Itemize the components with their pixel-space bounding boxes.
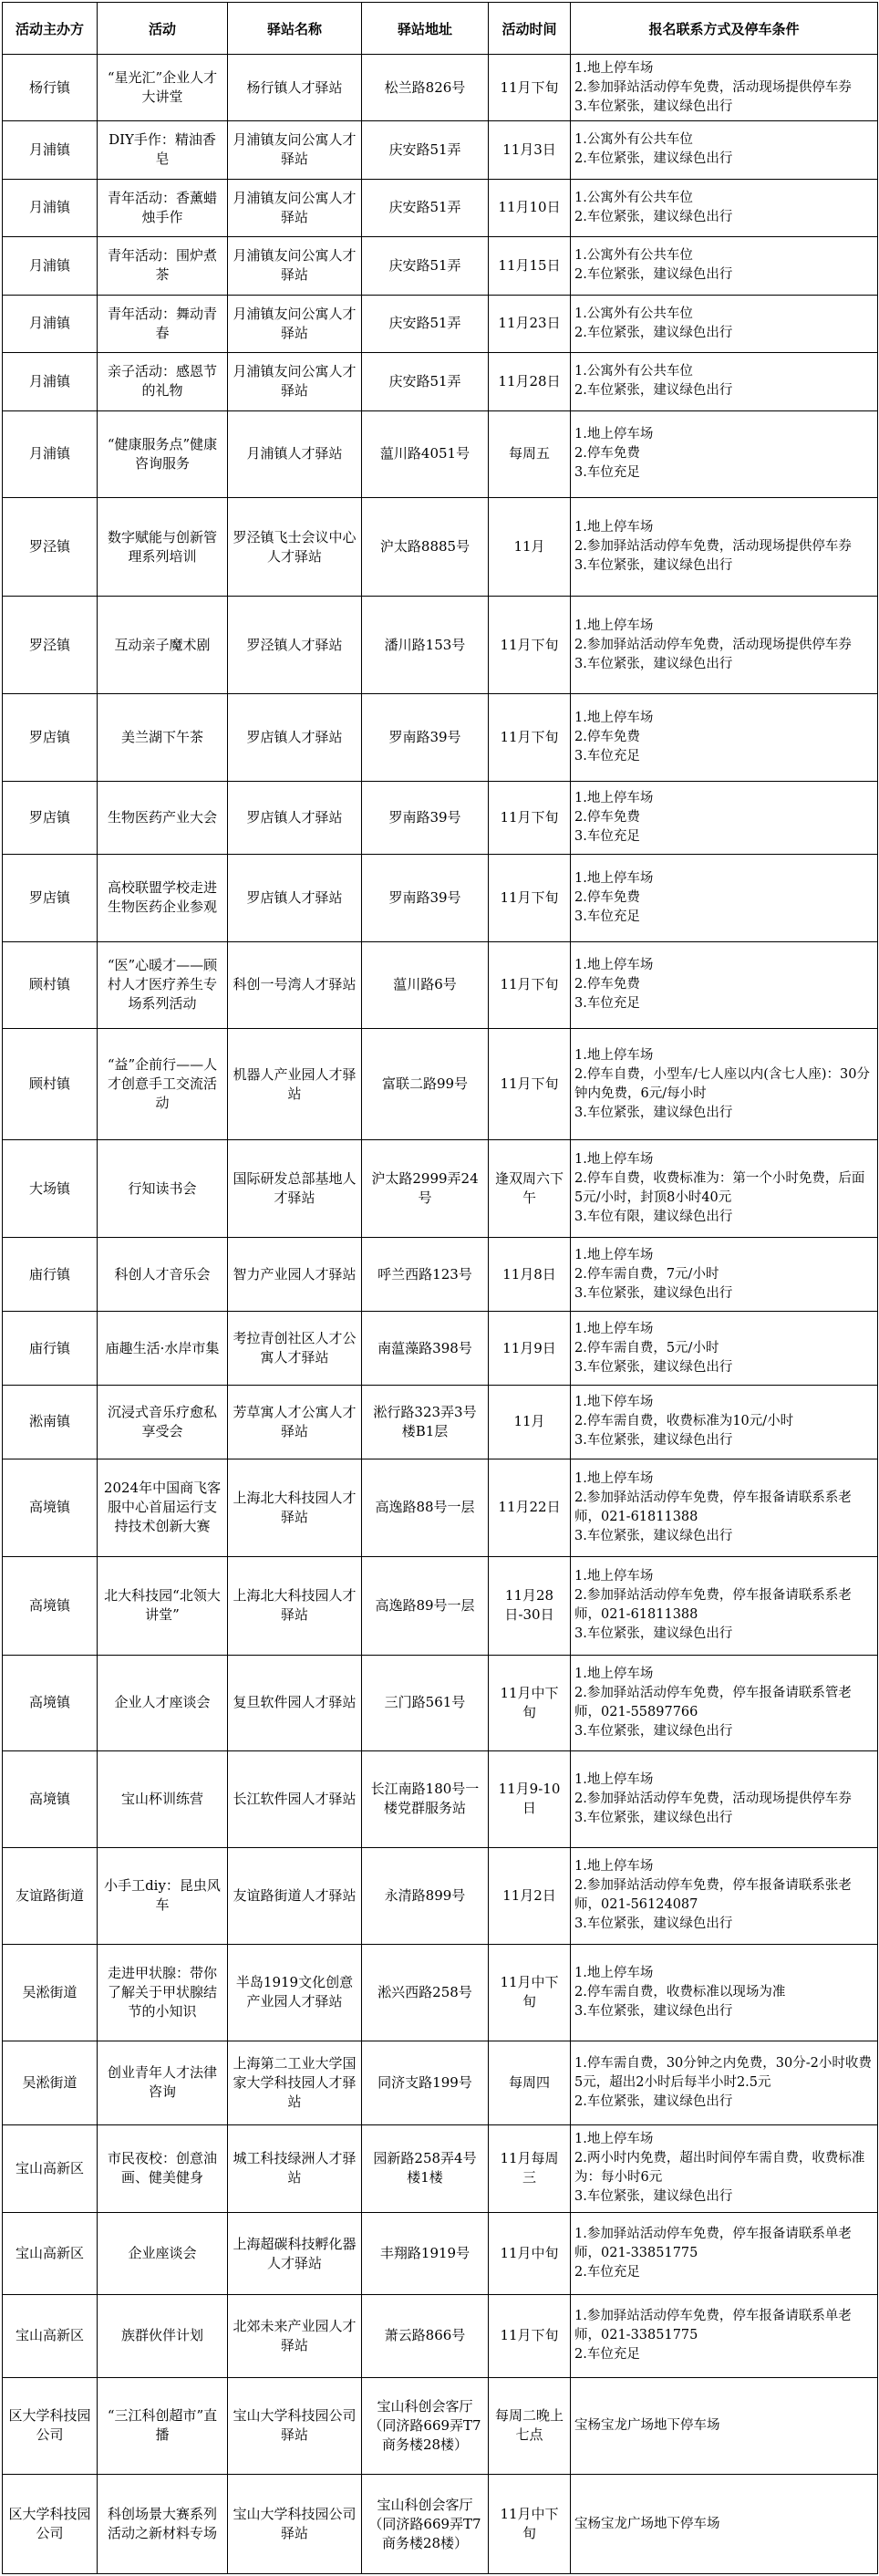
activity-cell: “健康服务点”健康咨询服务 [98,410,228,498]
activity-cell: 数字赋能与创新管理系列培训 [98,498,228,597]
signup-parking-cell: 1.地上停车场 2.参加驿站活动停车免费，停车报备请联系系老师，021-61811388 3.车位紧张，建议绿色出行 [571,1459,878,1557]
time-cell: 每周五 [489,410,571,498]
organizer-cell: 高境镇 [3,1459,98,1557]
station-name-cell: 友谊路街道人才驿站 [228,1847,362,1945]
table-row [3,1459,878,1557]
signup-parking-cell: 1.地上停车场 2.参加驿站活动停车免费，停车报备请联系管老师，021-55897766 3.车位紧张，建议绿色出行 [571,1655,878,1750]
activity-cell: 北大科技园“北领大讲堂” [98,1557,228,1656]
address-cell: 庆安路51弄 [362,237,489,295]
station-name-cell: 罗店镇人才驿站 [228,694,362,782]
table-row [3,1139,878,1238]
time-cell: 11月15日 [489,237,571,295]
time-cell: 11月23日 [489,295,571,352]
table-row [3,1655,878,1750]
time-cell: 11月中旬 [489,2212,571,2294]
address-cell: 宝山科创会客厅（同济路669弄T7商务楼28楼） [362,2475,489,2574]
activity-cell: 族群伙伴计划 [98,2295,228,2377]
header-activity-time: 活动时间 [489,3,571,55]
time-cell: 11月中下旬 [489,1945,571,2041]
organizer-cell: 月浦镇 [3,237,98,295]
table-row [3,1847,878,1945]
organizer-cell: 庙行镇 [3,1238,98,1312]
time-cell: 11月下旬 [489,854,571,941]
activity-cell: 亲子活动：感恩节的礼物 [98,353,228,410]
activity-cell: 企业人才座谈会 [98,1655,228,1750]
time-cell: 每周二晚上七点 [489,2377,571,2475]
station-name-cell: 月浦镇友问公寓人才驿站 [228,353,362,410]
activity-cell: “医”心暖才——顾村人才医疗养生专场系列活动 [98,941,228,1029]
station-name-cell: 北郊未来产业园人才驿站 [228,2295,362,2377]
activity-cell: “益”企前行——人才创意手工交流活动 [98,1029,228,1140]
table-row [3,1238,878,1312]
table-body [3,55,878,2574]
organizer-cell: 庙行镇 [3,1312,98,1386]
table-row [3,2475,878,2574]
table-row [3,237,878,295]
organizer-cell: 月浦镇 [3,179,98,236]
time-cell: 11月每周三 [489,2125,571,2213]
table-row [3,1312,878,1386]
time-cell: 11月下旬 [489,1029,571,1140]
organizer-cell: 吴淞街道 [3,2041,98,2125]
address-cell: 高逸路88号一层 [362,1459,489,1557]
organizer-cell: 罗店镇 [3,694,98,782]
station-name-cell: 宝山大学科技园公司驿站 [228,2475,362,2574]
address-cell: 高逸路89号一层 [362,1557,489,1656]
address-cell: 蕰川路4051号 [362,410,489,498]
time-cell: 11月中下旬 [489,1655,571,1750]
address-cell: 萧云路866号 [362,2295,489,2377]
activity-cell: 互动亲子魔术剧 [98,596,228,694]
station-name-cell: 智力产业园人才驿站 [228,1238,362,1312]
table-row [3,2377,878,2475]
signup-parking-cell: 1.地上停车场 2.参加驿站活动停车免费，活动现场提供停车券 3.车位紧张，建议绿色出行 [571,1751,878,1847]
activity-cell: “星光汇”企业人才大讲堂 [98,55,228,121]
table-row [3,854,878,941]
signup-parking-cell: 1.公寓外有公共车位 2.车位紧张，建议绿色出行 [571,295,878,352]
organizer-cell: 高境镇 [3,1655,98,1750]
time-cell: 11月下旬 [489,55,571,121]
activity-cell: 高校联盟学校走进生物医药企业参观 [98,854,228,941]
table-row [3,694,878,782]
activity-cell: 科创场景大赛系列活动之新材料专场 [98,2475,228,2574]
signup-parking-cell: 1.参加驿站活动停车免费，停车报备请联系单老师，021-33851775 2.车位充足 [571,2295,878,2377]
address-cell: 松兰路826号 [362,55,489,121]
activity-cell: 企业座谈会 [98,2212,228,2294]
time-cell: 11月9-10日 [489,1751,571,1847]
signup-parking-cell: 1.地上停车场 2.停车免费 3.车位充足 [571,941,878,1029]
station-name-cell: 月浦镇友问公寓人才驿站 [228,237,362,295]
table-row [3,596,878,694]
time-cell: 11月下旬 [489,596,571,694]
header-signup-parking: 报名联系方式及停车条件 [571,3,878,55]
station-name-cell: 复旦软件园人才驿站 [228,1655,362,1750]
station-name-cell: 罗店镇人才驿站 [228,854,362,941]
signup-parking-cell: 1.地上停车场 2.参加驿站活动停车免费，活动现场提供停车券 3.车位紧张，建议绿色出行 [571,55,878,121]
address-cell: 庆安路51弄 [362,121,489,179]
time-cell: 11月28日 [489,353,571,410]
station-name-cell: 科创一号湾人才驿站 [228,941,362,1029]
time-cell: 逢双周六下午 [489,1139,571,1238]
table-row [3,179,878,236]
address-cell: 南蕰藻路398号 [362,1312,489,1386]
signup-parking-cell: 1.地上停车场 2.停车自费，小型车/七人座以内(含七人座)：30分钟内免费，6元/每小时 3.车位紧张，建议绿色出行 [571,1029,878,1140]
header-station-name: 驿站名称 [228,3,362,55]
activity-cell: 2024年中国商飞客服中心首届运行支持技术创新大赛 [98,1459,228,1557]
activity-cell: 青年活动：香薰蜡烛手作 [98,179,228,236]
station-name-cell: 月浦镇友问公寓人才驿站 [228,295,362,352]
table-header [3,3,878,55]
signup-parking-cell: 1.地上停车场 2.停车免费 3.车位充足 [571,854,878,941]
activity-table [2,2,878,2574]
time-cell: 11月下旬 [489,941,571,1029]
organizer-cell: 罗店镇 [3,854,98,941]
activity-cell: 美兰湖下午茶 [98,694,228,782]
address-cell: 淞兴西路258号 [362,1945,489,2041]
time-cell: 11月8日 [489,1238,571,1312]
table-row [3,2041,878,2125]
signup-parking-cell: 宝杨宝龙广场地下停车场 [571,2475,878,2574]
organizer-cell: 杨行镇 [3,55,98,121]
activity-cell: 创业青年人才法律咨询 [98,2041,228,2125]
station-name-cell: 国际研发总部基地人才驿站 [228,1139,362,1238]
station-name-cell: 罗泾镇飞士会议中心人才驿站 [228,498,362,597]
station-name-cell: 罗店镇人才驿站 [228,782,362,855]
time-cell: 11月下旬 [489,694,571,782]
signup-parking-cell: 1.地下停车场 2.停车需自费，收费标准为10元/小时 3.车位紧张，建议绿色出行 [571,1385,878,1459]
organizer-cell: 大场镇 [3,1139,98,1238]
signup-parking-cell: 1.地上停车场 2.停车免费 3.车位充足 [571,782,878,855]
organizer-cell: 高境镇 [3,1751,98,1847]
station-name-cell: 长江软件园人才驿站 [228,1751,362,1847]
signup-parking-cell: 1.地上停车场 2.参加驿站活动停车免费，活动现场提供停车券 3.车位紧张，建议绿色出行 [571,596,878,694]
station-name-cell: 月浦镇人才驿站 [228,410,362,498]
station-name-cell: 城工科技绿洲人才驿站 [228,2125,362,2213]
address-cell: 罗南路39号 [362,694,489,782]
signup-parking-cell: 1.公寓外有公共车位 2.车位紧张，建议绿色出行 [571,353,878,410]
table-row [3,1029,878,1140]
signup-parking-cell: 1.地上停车场 2.停车免费 3.车位充足 [571,694,878,782]
organizer-cell: 月浦镇 [3,295,98,352]
organizer-cell: 淞南镇 [3,1385,98,1459]
organizer-cell: 罗泾镇 [3,498,98,597]
organizer-cell: 罗店镇 [3,782,98,855]
table-row [3,121,878,179]
activity-cell: 青年活动：围炉煮茶 [98,237,228,295]
address-cell: 沪太路2999弄24号 [362,1139,489,1238]
table-row [3,1385,878,1459]
address-cell: 罗南路39号 [362,782,489,855]
time-cell: 11月2日 [489,1847,571,1945]
signup-parking-cell: 1.地上停车场 2.停车自费，收费标准为：第一个小时免费，后面5元/小时，封顶8小时40元 3.车位有限，建议绿色出行 [571,1139,878,1238]
table-row [3,2295,878,2377]
activity-cell: 市民夜校：创意油画、健美健身 [98,2125,228,2213]
header-organizer: 活动主办方 [3,3,98,55]
station-name-cell: 考拉青创社区人才公寓人才驿站 [228,1312,362,1386]
address-cell: 潘川路153号 [362,596,489,694]
organizer-cell: 月浦镇 [3,121,98,179]
time-cell: 11月3日 [489,121,571,179]
activity-cell: 青年活动：舞动青春 [98,295,228,352]
address-cell: 沪太路8885号 [362,498,489,597]
time-cell: 11月10日 [489,179,571,236]
time-cell: 11月 [489,498,571,597]
address-cell: 庆安路51弄 [362,353,489,410]
signup-parking-cell: 1.地上停车场 2.停车需自费，7元/小时 3.车位紧张，建议绿色出行 [571,1238,878,1312]
station-name-cell: 杨行镇人才驿站 [228,55,362,121]
address-cell: 罗南路39号 [362,854,489,941]
address-cell: 园新路258弄4号楼1楼 [362,2125,489,2213]
signup-parking-cell: 1.停车需自费，30分钟之内免费，30分-2小时收费5元，超出2小时后每半小时2.5元 2.车位紧张，建议绿色出行 [571,2041,878,2125]
signup-parking-cell: 1.地上停车场 2.参加驿站活动停车免费，停车报备请联系张老师，021-56124087 3.车位紧张，建议绿色出行 [571,1847,878,1945]
organizer-cell: 顾村镇 [3,941,98,1029]
table-row [3,295,878,352]
address-cell: 长江南路180号一楼党群服务站 [362,1751,489,1847]
station-name-cell: 上海北大科技园人才驿站 [228,1557,362,1656]
organizer-cell: 高境镇 [3,1557,98,1656]
activity-cell: 沉浸式音乐疗愈私享受会 [98,1385,228,1459]
signup-parking-cell: 宝杨宝龙广场地下停车场 [571,2377,878,2475]
table-row [3,941,878,1029]
signup-parking-cell: 1.地上停车场 2.两小时内免费，超出时间停车需自费，收费标准为：每小时6元 3.车位紧张，建议绿色出行 [571,2125,878,2213]
organizer-cell: 友谊路街道 [3,1847,98,1945]
address-cell: 淞行路323弄3号楼B1层 [362,1385,489,1459]
activity-cell: 庙趣生活·水岸市集 [98,1312,228,1386]
activity-cell: 宝山杯训练营 [98,1751,228,1847]
activity-cell: DIY手作：精油香皂 [98,121,228,179]
activity-cell: “三江科创超市”直播 [98,2377,228,2475]
address-cell: 三门路561号 [362,1655,489,1750]
signup-parking-cell: 1.参加驿站活动停车免费，停车报备请联系单老师，021-33851775 2.车位充足 [571,2212,878,2294]
signup-parking-cell: 1.公寓外有公共车位 2.车位紧张，建议绿色出行 [571,237,878,295]
organizer-cell: 宝山高新区 [3,2125,98,2213]
station-name-cell: 上海超碳科技孵化器人才驿站 [228,2212,362,2294]
signup-parking-cell: 1.公寓外有公共车位 2.车位紧张，建议绿色出行 [571,121,878,179]
station-name-cell: 上海北大科技园人才驿站 [228,1459,362,1557]
table-row [3,1557,878,1656]
signup-parking-cell: 1.地上停车场 2.停车需自费，5元/小时 3.车位紧张，建议绿色出行 [571,1312,878,1386]
organizer-cell: 顾村镇 [3,1029,98,1140]
station-name-cell: 芳草寓人才公寓人才驿站 [228,1385,362,1459]
time-cell: 11月下旬 [489,782,571,855]
time-cell: 11月28日-30日 [489,1557,571,1656]
table-row [3,410,878,498]
signup-parking-cell: 1.地上停车场 2.参加驿站活动停车免费，活动现场提供停车券 3.车位紧张，建议绿色出行 [571,498,878,597]
address-cell: 富联二路99号 [362,1029,489,1140]
table-row [3,353,878,410]
activity-cell: 生物医药产业大会 [98,782,228,855]
header-station-address: 驿站地址 [362,3,489,55]
time-cell: 每周四 [489,2041,571,2125]
address-cell: 丰翔路1919号 [362,2212,489,2294]
station-name-cell: 月浦镇友问公寓人才驿站 [228,179,362,236]
signup-parking-cell: 1.地上停车场 2.停车免费 3.车位充足 [571,410,878,498]
station-name-cell: 上海第二工业大学国家大学科技园人才驿站 [228,2041,362,2125]
address-cell: 蕰川路6号 [362,941,489,1029]
time-cell: 11月下旬 [489,2295,571,2377]
station-name-cell: 半岛1919文化创意产业园人才驿站 [228,1945,362,2041]
station-name-cell: 月浦镇友问公寓人才驿站 [228,121,362,179]
activity-cell: 小手工diy：昆虫风车 [98,1847,228,1945]
time-cell: 11月中下旬 [489,2475,571,2574]
organizer-cell: 月浦镇 [3,353,98,410]
time-cell: 11月9日 [489,1312,571,1386]
table-row [3,498,878,597]
table-row [3,1945,878,2041]
signup-parking-cell: 1.地上停车场 2.停车需自费，收费标准以现场为准 3.车位紧张，建议绿色出行 [571,1945,878,2041]
time-cell: 11月 [489,1385,571,1459]
activity-cell: 走进甲状腺：带你了解关于甲状腺结节的小知识 [98,1945,228,2041]
time-cell: 11月22日 [489,1459,571,1557]
address-cell: 同济支路199号 [362,2041,489,2125]
activity-cell: 行知读书会 [98,1139,228,1238]
table-row [3,2125,878,2213]
address-cell: 庆安路51弄 [362,179,489,236]
organizer-cell: 月浦镇 [3,410,98,498]
activity-cell: 科创人才音乐会 [98,1238,228,1312]
address-cell: 庆安路51弄 [362,295,489,352]
organizer-cell: 罗泾镇 [3,596,98,694]
organizer-cell: 吴淞街道 [3,1945,98,2041]
header-activity: 活动 [98,3,228,55]
station-name-cell: 机器人产业园人才驿站 [228,1029,362,1140]
table-row [3,1751,878,1847]
station-name-cell: 罗泾镇人才驿站 [228,596,362,694]
table-row [3,782,878,855]
organizer-cell: 宝山高新区 [3,2295,98,2377]
signup-parking-cell: 1.公寓外有公共车位 2.车位紧张，建议绿色出行 [571,179,878,236]
table-row [3,2212,878,2294]
address-cell: 宝山科创会客厅（同济路669弄T7商务楼28楼） [362,2377,489,2475]
address-cell: 呼兰西路123号 [362,1238,489,1312]
address-cell: 永清路899号 [362,1847,489,1945]
signup-parking-cell: 1.地上停车场 2.参加驿站活动停车免费，停车报备请联系系老师，021-61811388 3.车位紧张，建议绿色出行 [571,1557,878,1656]
table-row [3,55,878,121]
station-name-cell: 宝山大学科技园公司驿站 [228,2377,362,2475]
organizer-cell: 区大学科技园公司 [3,2475,98,2574]
organizer-cell: 区大学科技园公司 [3,2377,98,2475]
organizer-cell: 宝山高新区 [3,2212,98,2294]
